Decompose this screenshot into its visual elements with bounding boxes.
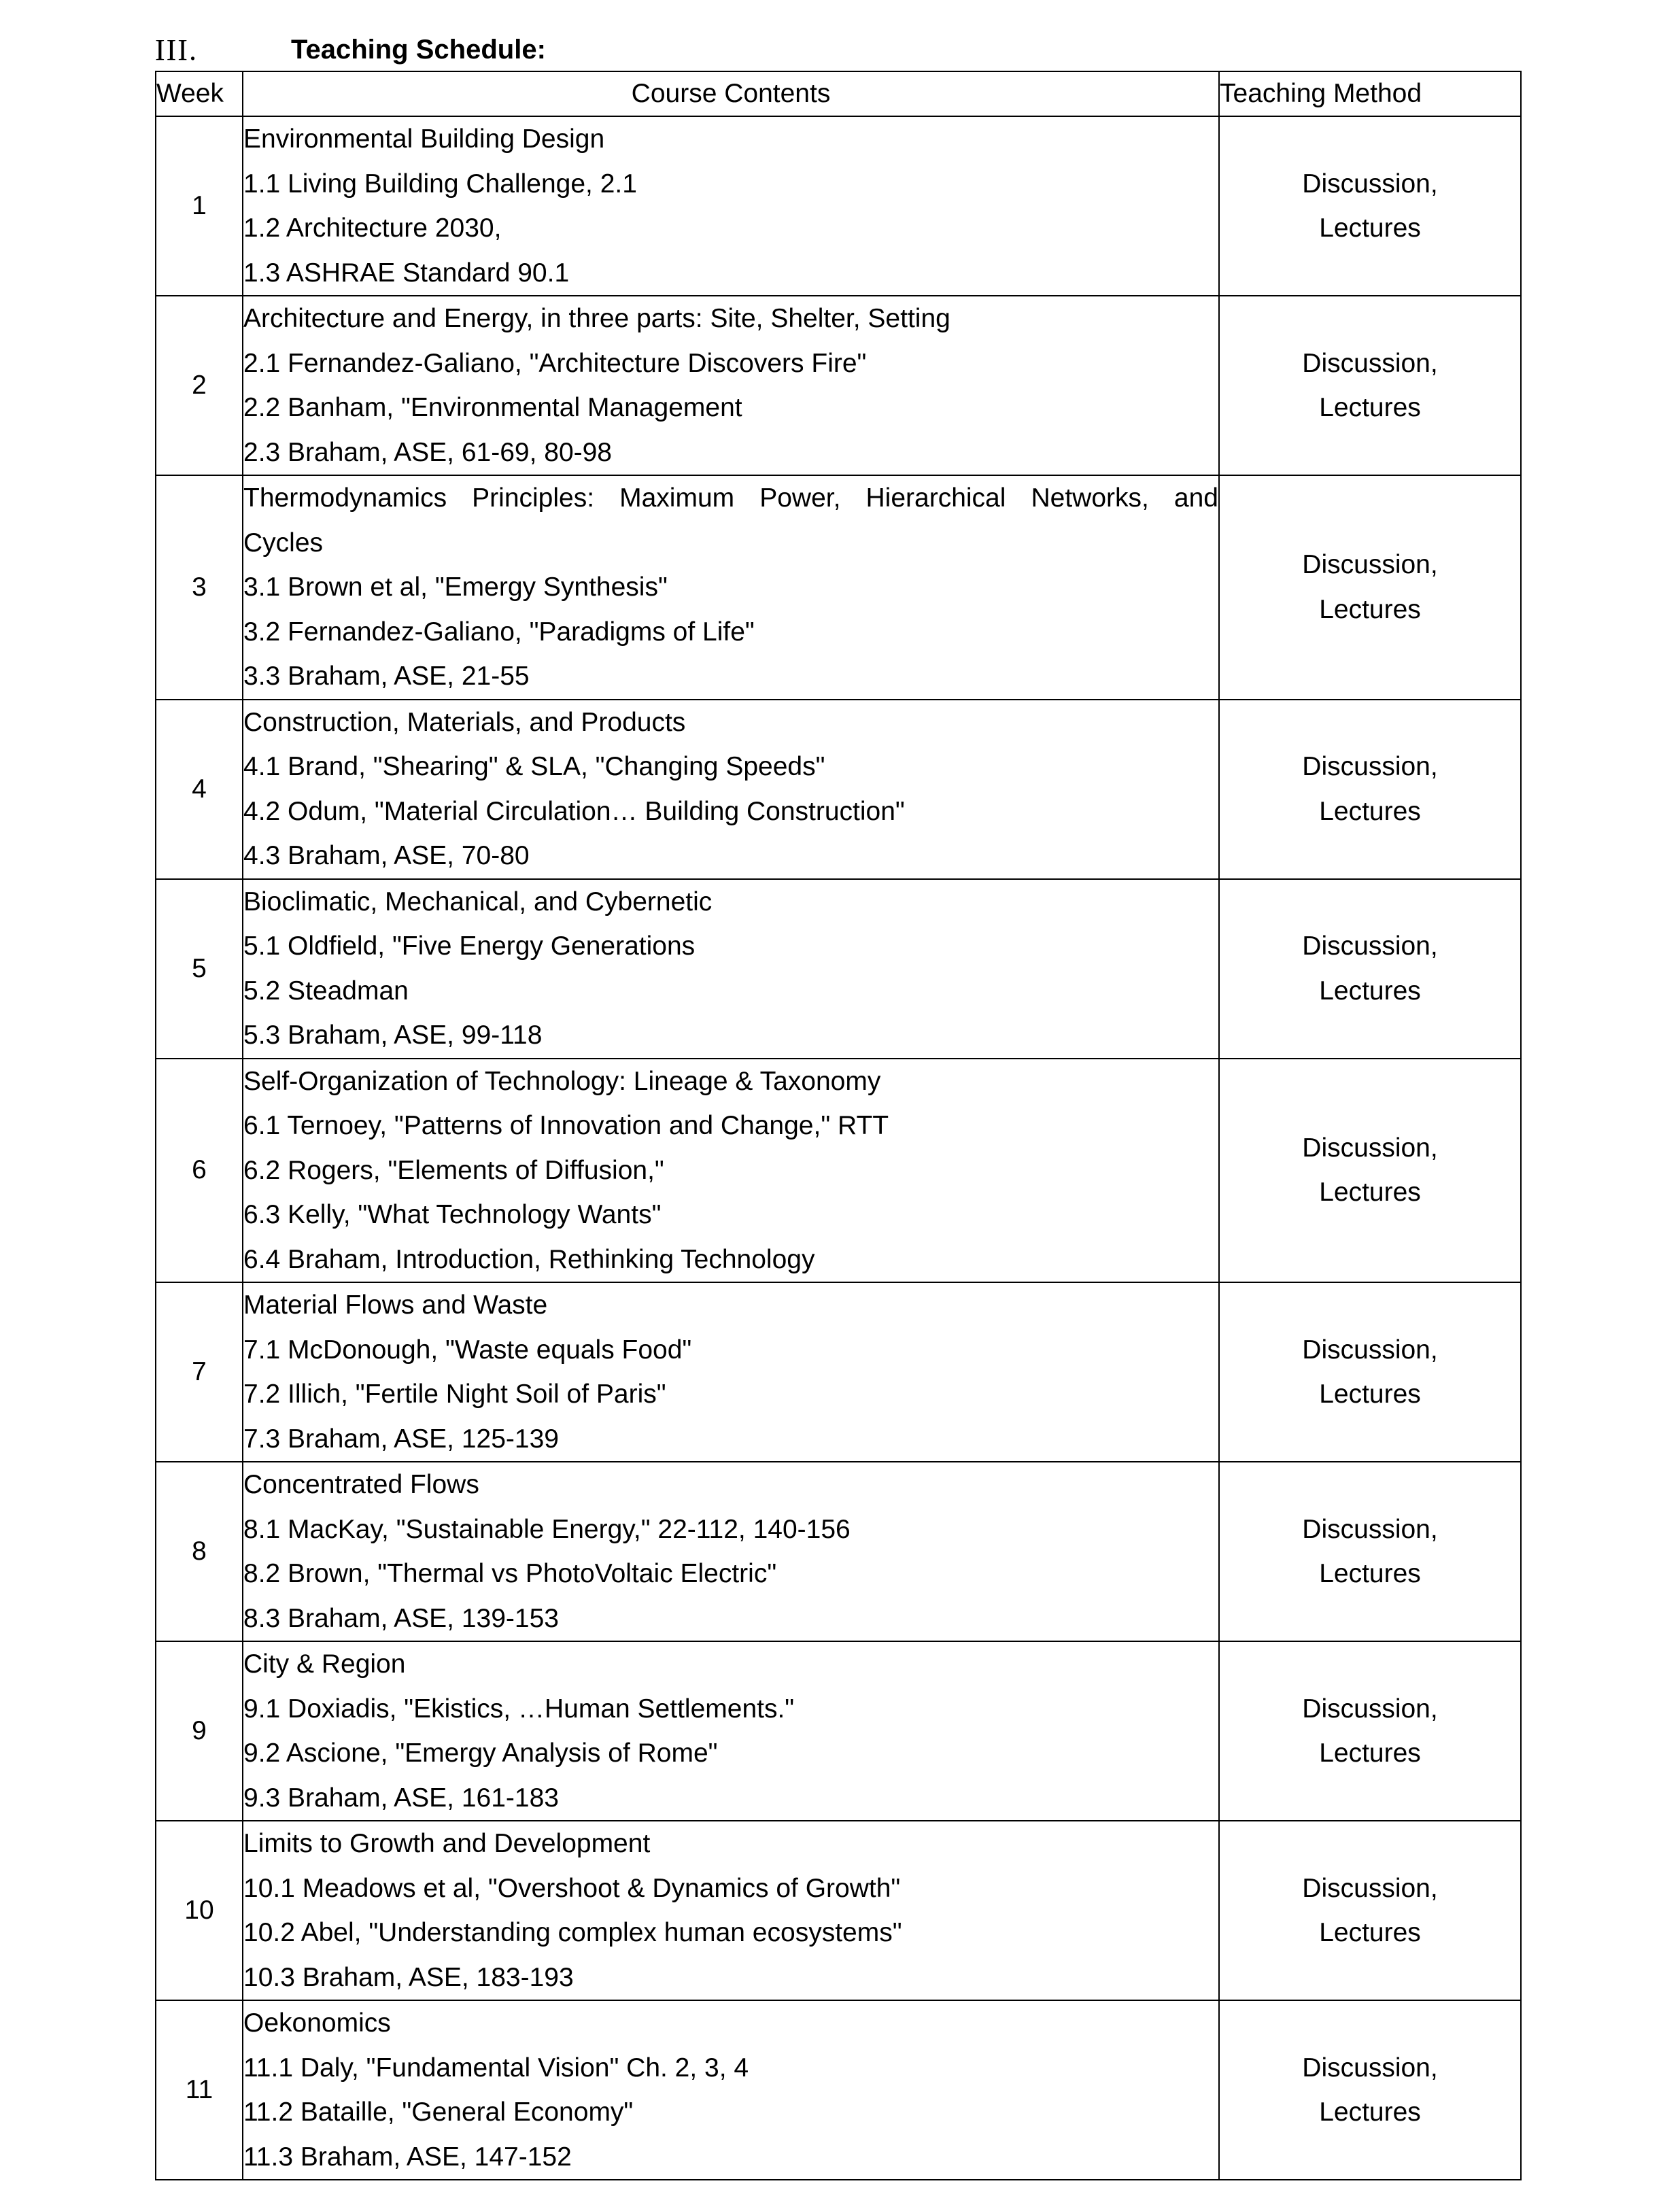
- method-line: Lectures: [1319, 976, 1421, 1006]
- reading-item: 11.2 Bataille, "General Economy": [243, 2097, 634, 2127]
- teaching-method: [1219, 296, 1521, 475]
- method-line: Discussion,: [1302, 1694, 1438, 1724]
- reading-item: 2.2 Banham, "Environmental Management: [243, 393, 742, 422]
- teaching-method: [1219, 879, 1521, 1059]
- reading-item: 8.2 Brown, "Thermal vs PhotoVoltaic Electric": [243, 1559, 777, 1588]
- reading-item: 1.2 Architecture 2030,: [243, 213, 502, 243]
- teaching-method: [1219, 1462, 1521, 1641]
- course-contents: [243, 1821, 1219, 2000]
- table-row: [156, 1462, 1521, 1641]
- table-row: [156, 1821, 1521, 2000]
- teaching-method: [1219, 1641, 1521, 1821]
- section-number: III.: [155, 33, 198, 67]
- method-line: Discussion,: [1302, 1873, 1438, 1903]
- course-contents: [243, 1641, 1219, 1821]
- week-number: 7: [156, 1282, 243, 1462]
- teaching-method: [1219, 2000, 1521, 2180]
- course-contents: [243, 879, 1219, 1059]
- method-line: Lectures: [1319, 213, 1421, 243]
- reading-item: 7.1 McDonough, "Waste equals Food": [243, 1335, 692, 1365]
- teaching-schedule-table: [155, 71, 1522, 2180]
- method-line: Lectures: [1319, 393, 1421, 422]
- reading-item: 7.2 Illich, "Fertile Night Soil of Paris": [243, 1380, 666, 1409]
- method-line: Lectures: [1319, 1178, 1421, 1208]
- reading-item: 11.1 Daly, "Fundamental Vision" Ch. 2, 3, 4: [243, 2053, 749, 2083]
- course-contents: [243, 475, 1219, 700]
- teaching-method: [1219, 1282, 1521, 1462]
- week-number: 9: [156, 1641, 243, 1821]
- week-number: 2: [156, 296, 243, 475]
- week-number: 10: [156, 1821, 243, 2000]
- course-contents: [243, 1462, 1219, 1641]
- week-number: 5: [156, 879, 243, 1059]
- topic-title: Environmental Building Design: [243, 124, 605, 154]
- week-number: 11: [156, 2000, 243, 2180]
- topic-title: Architecture and Energy, in three parts: Site, Shelter, Setting: [243, 304, 950, 333]
- table-row: [156, 475, 1521, 700]
- teaching-method: [1219, 1059, 1521, 1283]
- table-row: [156, 700, 1521, 879]
- course-contents: [243, 700, 1219, 879]
- method-line: Discussion,: [1302, 1335, 1438, 1365]
- topic-title: Concentrated Flows: [243, 1470, 479, 1499]
- teaching-method: [1219, 116, 1521, 296]
- course-contents: [243, 116, 1219, 296]
- method-line: Discussion,: [1302, 550, 1438, 580]
- section-heading: [155, 26, 546, 73]
- method-line: Discussion,: [1302, 169, 1438, 199]
- reading-item: 5.2 Steadman: [243, 976, 409, 1006]
- topic-title: Self-Organization of Technology: Lineage & Taxonomy: [243, 1066, 881, 1096]
- topic-title-continued: Cycles: [243, 528, 324, 558]
- teaching-method: [1219, 700, 1521, 879]
- method-line: Lectures: [1319, 594, 1421, 624]
- method-line: Lectures: [1319, 1739, 1421, 1768]
- section-title: Teaching Schedule:: [291, 34, 546, 65]
- reading-item: 7.3 Braham, ASE, 125-139: [243, 1424, 559, 1454]
- method-line: Discussion,: [1302, 752, 1438, 781]
- reading-item: 6.4 Braham, Introduction, Rethinking Technology: [243, 1244, 815, 1274]
- method-line: Discussion,: [1302, 1133, 1438, 1163]
- method-line: Lectures: [1319, 1559, 1421, 1588]
- reading-item: 4.2 Odum, "Material Circulation… Building Construction": [243, 796, 905, 826]
- reading-item: 1.3 ASHRAE Standard 90.1: [243, 258, 570, 288]
- reading-item: 4.3 Braham, ASE, 70-80: [243, 841, 530, 870]
- table-row: [156, 2000, 1521, 2180]
- week-number: 6: [156, 1059, 243, 1283]
- header-row: [156, 71, 1521, 116]
- method-line: Lectures: [1319, 796, 1421, 826]
- topic-title: Construction, Materials, and Products: [243, 707, 686, 737]
- topic-title: Bioclimatic, Mechanical, and Cybernetic: [243, 887, 713, 917]
- course-contents: [243, 1282, 1219, 1462]
- topic-title: Material Flows and Waste: [243, 1290, 548, 1320]
- table-row: [156, 116, 1521, 296]
- header-course-contents: Course Contents: [243, 71, 1219, 116]
- method-line: Discussion,: [1302, 931, 1438, 961]
- reading-item: 3.1 Brown et al, "Emergy Synthesis": [243, 572, 668, 602]
- reading-item: 3.2 Fernandez-Galiano, "Paradigms of Life": [243, 617, 755, 647]
- week-number: 4: [156, 700, 243, 879]
- course-contents: [243, 296, 1219, 475]
- reading-item: 1.1 Living Building Challenge, 2.1: [243, 169, 637, 199]
- reading-item: 11.3 Braham, ASE, 147-152: [243, 2142, 572, 2172]
- reading-item: 9.3 Braham, ASE, 161-183: [243, 1783, 559, 1813]
- reading-item: 9.2 Ascione, "Emergy Analysis of Rome": [243, 1739, 718, 1768]
- teaching-method: [1219, 475, 1521, 700]
- course-contents: [243, 1059, 1219, 1283]
- reading-item: 10.1 Meadows et al, "Overshoot & Dynamics of Growth": [243, 1873, 901, 1903]
- reading-item: 6.2 Rogers, "Elements of Diffusion,": [243, 1155, 664, 1185]
- reading-item: 9.1 Doxiadis, "Ekistics, …Human Settlements.": [243, 1694, 795, 1724]
- method-line: Lectures: [1319, 1380, 1421, 1409]
- method-line: Lectures: [1319, 1918, 1421, 1947]
- reading-item: 5.1 Oldfield, "Five Energy Generations: [243, 931, 696, 961]
- reading-item: 6.3 Kelly, "What Technology Wants": [243, 1200, 662, 1229]
- table-row: [156, 1282, 1521, 1462]
- reading-item: 4.1 Brand, "Shearing" & SLA, "Changing Speeds": [243, 752, 825, 781]
- week-number: 1: [156, 116, 243, 296]
- table-row: [156, 879, 1521, 1059]
- method-line: Discussion,: [1302, 2053, 1438, 2083]
- method-line: Discussion,: [1302, 1514, 1438, 1544]
- table-row: [156, 1641, 1521, 1821]
- topic-title: City & Region: [243, 1649, 406, 1679]
- reading-item: 6.1 Ternoey, "Patterns of Innovation and Change," RTT: [243, 1111, 889, 1140]
- method-line: Lectures: [1319, 2097, 1421, 2127]
- reading-item: 2.1 Fernandez-Galiano, "Architecture Discovers Fire": [243, 348, 867, 378]
- topic-title: Thermodynamics Principles: Maximum Power, Hierarchical Networks, and: [243, 483, 1218, 513]
- week-number: 8: [156, 1462, 243, 1641]
- reading-item: 3.3 Braham, ASE, 21-55: [243, 662, 530, 691]
- table-row: [156, 296, 1521, 475]
- header-week: Week: [156, 71, 243, 116]
- reading-item: 5.3 Braham, ASE, 99-118: [243, 1021, 543, 1050]
- method-line: Discussion,: [1302, 348, 1438, 378]
- reading-item: 8.3 Braham, ASE, 139-153: [243, 1603, 559, 1633]
- reading-item: 10.3 Braham, ASE, 183-193: [243, 1962, 574, 1992]
- reading-item: 2.3 Braham, ASE, 61-69, 80-98: [243, 437, 613, 467]
- course-contents: [243, 2000, 1219, 2180]
- topic-title: Limits to Growth and Development: [243, 1829, 651, 1858]
- table-row: [156, 1059, 1521, 1283]
- header-teaching-method: Teaching Method: [1219, 71, 1521, 116]
- topic-title: Oekonomics: [243, 2008, 391, 2038]
- reading-item: 10.2 Abel, "Understanding complex human ecosystems": [243, 1918, 902, 1947]
- week-number: 3: [156, 475, 243, 700]
- reading-item: 8.1 MacKay, "Sustainable Energy," 22-112, 140-156: [243, 1514, 851, 1544]
- teaching-method: [1219, 1821, 1521, 2000]
